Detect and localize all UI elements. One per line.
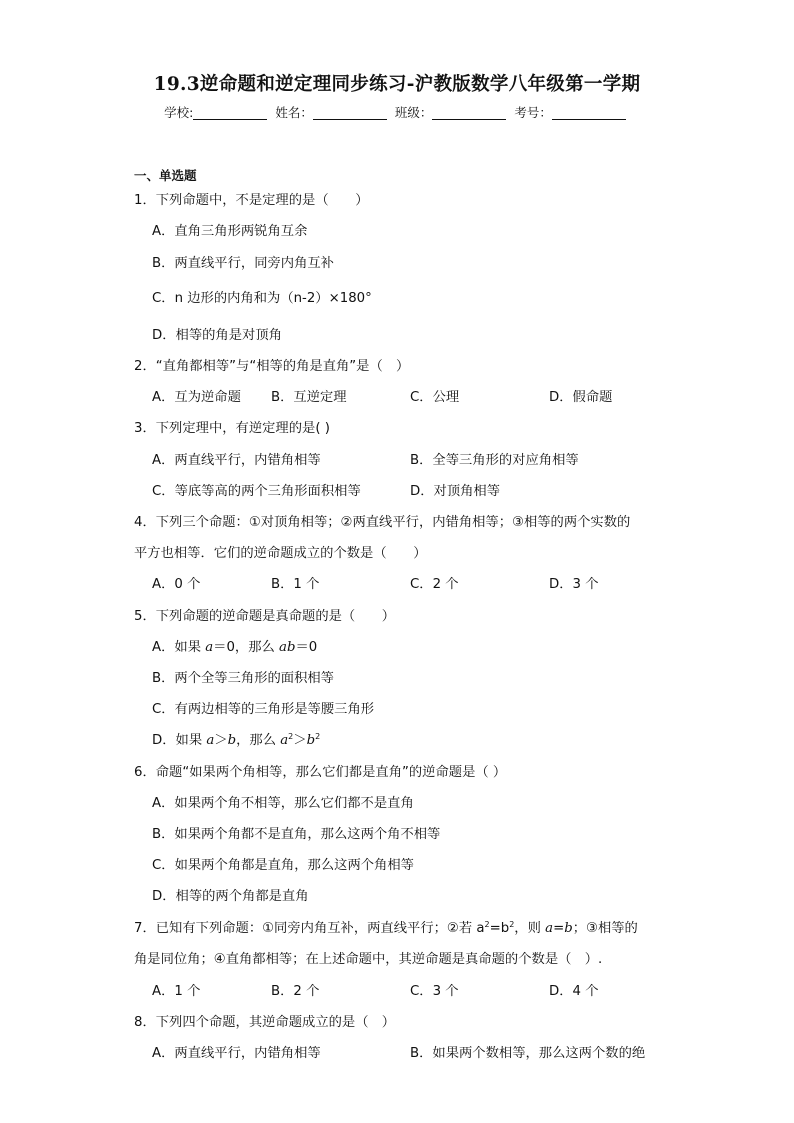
q5d-var-a: a: [206, 733, 215, 748]
class-blank[interactable]: [432, 105, 506, 120]
question-4-stem-line-1: 4．下列三个命题：①对顶角相等；②两直线平行，内错角相等；③相等的两个实数的: [134, 515, 631, 530]
question-3-option-b[interactable]: B．全等三角形的对应角相等: [410, 453, 579, 468]
q7-var-a: a: [545, 921, 554, 936]
question-7-option-c[interactable]: C．3 个: [410, 984, 459, 999]
question-1-option-a[interactable]: A．直角三角形两锐角互余: [152, 224, 308, 239]
school-blank[interactable]: [193, 105, 267, 120]
question-4-option-a[interactable]: A．0 个: [152, 577, 201, 592]
question-3-option-c[interactable]: C．等底等高的两个三角形面积相等: [152, 484, 361, 499]
q5d-var-b2: b: [306, 733, 316, 748]
question-4-option-d[interactable]: D．3 个: [549, 577, 599, 592]
question-3-option-a[interactable]: A．两直线平行，内错角相等: [152, 453, 321, 468]
question-7-stem-line-1: [134, 920, 638, 938]
question-7-stem-line-2: 角是同位角；④直角都相等；在上述命题中，其逆命题是真命题的个数是（ ）.: [134, 952, 603, 967]
question-8-stem: 8．下列四个命题，其逆命题成立的是（ ）: [134, 1015, 396, 1030]
q7-exp-1: 2: [484, 920, 490, 929]
question-6-option-a[interactable]: A．如果两个角不相等，那么它们都不是直角: [152, 796, 414, 811]
q7-eq: =: [553, 921, 565, 936]
question-7-option-a[interactable]: A．1 个: [152, 984, 201, 999]
q5d-gt-2: ＞: [293, 733, 307, 748]
question-4-option-c[interactable]: C．2 个: [410, 577, 459, 592]
question-4-stem-line-2: 平方也相等．它们的逆命题成立的个数是（ ）: [134, 546, 427, 561]
question-5-option-c[interactable]: C．有两边相等的三角形是等腰三角形: [152, 702, 375, 717]
question-1-stem: 1．下列命题中，不是定理的是（ ）: [134, 193, 369, 208]
q5a-var-ab: ab: [279, 640, 296, 655]
name-label: 姓名：: [275, 105, 313, 120]
question-2-stem: 2．“直角都相等”与“相等的角是直角”是（ ）: [134, 359, 410, 374]
question-7-option-d[interactable]: D．4 个: [549, 984, 599, 999]
question-2-option-c[interactable]: C．公理: [410, 390, 460, 405]
question-3-stem: 3．下列定理中，有逆定理的是( ): [134, 421, 330, 436]
question-8-option-a[interactable]: A．两直线平行，内错角相等: [152, 1046, 321, 1061]
q7-stem-then: ，则: [514, 921, 546, 936]
q5a-prefix: A．如果: [152, 640, 206, 655]
number-label: 考号：: [514, 105, 552, 120]
name-blank[interactable]: [313, 105, 387, 120]
q5d-gt: ＞: [214, 733, 228, 748]
question-6-option-b[interactable]: B．如果两个角都不是直角，那么这两个角不相等: [152, 827, 441, 842]
worksheet-title: 19.3逆命题和逆定理同步练习-沪教版数学八年级第一学期: [153, 74, 641, 95]
class-label: 班级：: [394, 105, 433, 120]
question-1-option-b[interactable]: B．两直线平行，同旁内角互补: [152, 256, 334, 271]
question-2-option-b[interactable]: B．互逆定理: [271, 390, 347, 405]
question-5-stem: 5．下列命题的逆命题是真命题的是（ ）: [134, 609, 396, 624]
q5a-mid: ＝0，那么: [213, 640, 280, 655]
school-label: 学校:: [164, 105, 194, 120]
q5d-var-a2: a: [280, 733, 289, 748]
question-2-option-a[interactable]: A．互为逆命题: [152, 390, 241, 405]
q7-stem-mid: =b: [489, 921, 510, 936]
q7-stem-end: ；③相等的: [572, 921, 638, 936]
question-6-option-d[interactable]: D．相等的两个角都是直角: [152, 889, 309, 904]
question-1-option-c[interactable]: C．n 边形的内角和为（n-2）×180°: [152, 291, 372, 306]
question-8-option-b[interactable]: B．如果两个数相等，那么这两个数的绝: [410, 1046, 646, 1061]
question-5-option-b[interactable]: B．两个全等三角形的面积相等: [152, 671, 334, 686]
q5d-var-b: b: [227, 733, 237, 748]
question-3-option-d[interactable]: D．对顶角相等: [410, 484, 501, 499]
question-6-option-c[interactable]: C．如果两个角都是直角，那么这两个角相等: [152, 858, 414, 873]
question-5-option-a[interactable]: [152, 639, 317, 657]
q5d-exp-2: 2: [315, 732, 321, 741]
question-4-option-b[interactable]: B．1 个: [271, 577, 320, 592]
q5d-mid: ，那么: [236, 733, 281, 748]
question-1-option-d[interactable]: D．相等的角是对顶角: [152, 328, 282, 343]
q7-var-b: b: [564, 921, 573, 936]
number-blank[interactable]: [552, 105, 626, 120]
q7-stem-pre: 7．已知有下列命题：①同旁内角互补，两直线平行；②若 a: [134, 921, 485, 936]
q5d-exp-1: 2: [288, 732, 294, 741]
question-7-option-b[interactable]: B．2 个: [271, 984, 320, 999]
q5a-var-a: a: [205, 640, 214, 655]
q5d-prefix: D．如果: [152, 733, 207, 748]
question-6-stem: 6．命题“如果两个角相等，那么它们都是直角”的逆命题是（ ）: [134, 765, 507, 780]
student-info-row: [0, 103, 794, 121]
question-5-option-d[interactable]: [152, 732, 320, 750]
q5a-end: ＝0: [295, 640, 318, 655]
q7-exp-2: 2: [509, 920, 515, 929]
question-2-option-d[interactable]: D．假命题: [549, 390, 613, 405]
section-heading: 一、单选题: [134, 168, 197, 183]
